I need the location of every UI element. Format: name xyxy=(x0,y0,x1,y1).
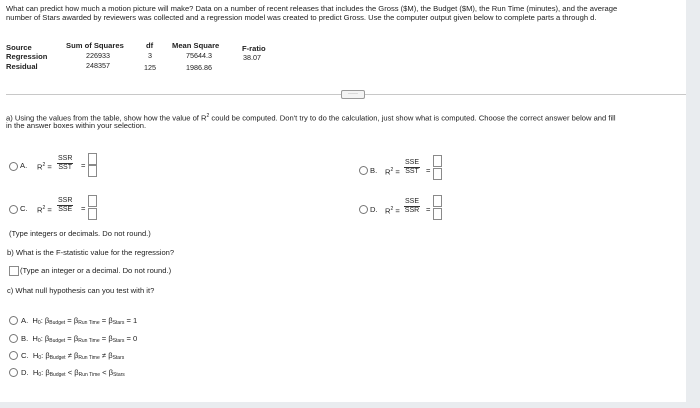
option-d-numerator: SSE xyxy=(405,198,420,205)
hypothesis-b-h: H xyxy=(32,334,38,343)
row-residual-source: Residual xyxy=(6,62,38,71)
intro-line-2: number of Stars awarded by reviewers was collected and a regression model was created to predict Gross. Use the computer output given below to complete parts a through d. xyxy=(6,13,597,23)
hypothesis-c: C. $H_0$: $\beta_{Budget} \ne \beta_{Run Time} \ne \beta_{Stars}$ xyxy=(21,351,125,361)
hypothesis-c-beta-2: β xyxy=(73,351,79,360)
option-a-denominator: SST xyxy=(58,164,73,171)
option-c-answer-box-2[interactable] xyxy=(88,208,97,220)
option-b-sup: 2 xyxy=(390,167,394,173)
hypothesis-c-sub-2: Run Time xyxy=(78,355,100,361)
hypothesis-a-letter: A. xyxy=(21,316,29,325)
option-d-equals: = xyxy=(426,205,431,214)
col-source: Source xyxy=(6,43,32,52)
part-a-text-b: could be computed. Don't try to do the calculation, just show what is computed. Choose the correct answer below and fill xyxy=(209,113,616,123)
hypothesis-a-sub-1: Budget xyxy=(49,320,66,326)
option-a-rsquared: $R^2$ = xyxy=(37,162,52,172)
option-b-answer-box-1[interactable] xyxy=(433,155,442,167)
hypothesis-c-sub-1: Budget xyxy=(49,355,66,361)
hypothesis-d-h: H xyxy=(32,368,39,377)
option-d-denominator: SSR xyxy=(404,207,420,214)
option-a-answer-box-2[interactable] xyxy=(88,165,97,177)
option-c-letter: C. xyxy=(20,204,28,213)
hypothesis-b-op-2: = xyxy=(101,334,107,343)
option-b-fraction xyxy=(404,159,420,176)
row-regression-df: 3 xyxy=(148,51,152,60)
option-a-letter: A. xyxy=(20,161,28,170)
option-d-fraction xyxy=(404,198,420,215)
option-b-rsquared: $R^2$ = xyxy=(385,167,400,177)
hypothesis-b-h-sub: 0 xyxy=(37,338,41,344)
part-a-sup: 2 xyxy=(206,113,210,119)
hypothesis-a-sub-3: Stars xyxy=(112,320,125,326)
hypothesis-b-radio[interactable] xyxy=(9,334,18,343)
hypothesis-a-h-sub: 0 xyxy=(37,320,41,326)
option-c-radio[interactable] xyxy=(9,205,18,214)
option-a-fraction xyxy=(57,155,73,172)
hypothesis-d-sub-1: Budget xyxy=(49,372,66,378)
hypothesis-b-tail: = 0 xyxy=(126,334,138,343)
option-b-equals: = xyxy=(426,166,431,175)
hypothesis-a-h: H xyxy=(32,316,38,325)
option-d-radio[interactable] xyxy=(359,205,368,214)
hypothesis-a-tail: = 1 xyxy=(126,316,138,325)
row-residual-ms: 1986.86 xyxy=(186,63,212,72)
option-b-denominator: SST xyxy=(405,168,419,175)
option-b-letter: B. xyxy=(370,166,378,175)
hypothesis-d-h-sub: 0 xyxy=(38,372,42,378)
row-regression-ss: 226933 xyxy=(86,51,110,60)
option-d-rsquared: $R^2$ = xyxy=(385,206,400,216)
hypothesis-a-sub-2: Run Time xyxy=(78,320,100,326)
option-a-radio[interactable] xyxy=(9,162,18,171)
row-regression-f: 38.07 xyxy=(243,53,261,62)
row-residual-ss: 248357 xyxy=(86,61,110,70)
part-a-text: a) Using the values from the table, show how the value of R xyxy=(6,113,207,123)
hypothesis-d-radio[interactable] xyxy=(9,368,18,377)
hypothesis-a-radio[interactable] xyxy=(9,316,18,325)
hypothesis-d-beta-3: β xyxy=(108,368,114,377)
hypothesis-b: B. $H_0$: $\beta_{Budget} = \beta_{Run Time} = \beta_{Stars} = 0$ xyxy=(21,334,138,344)
row-regression-ms: 75644.3 xyxy=(186,51,212,60)
hypothesis-c-op-1: ≠ xyxy=(67,351,72,360)
option-b-answer-box-2[interactable] xyxy=(433,168,442,180)
part-b-hint: (Type an integer or a decimal. Do not round.) xyxy=(20,266,172,275)
option-a-r: R xyxy=(37,162,43,172)
hypothesis-d-sub-3: Stars xyxy=(113,372,125,378)
row-residual-df: 125 xyxy=(144,63,156,72)
scroll-track[interactable] xyxy=(686,0,700,408)
hypothesis-a-beta-3: β xyxy=(108,316,113,325)
option-d-sup: 2 xyxy=(390,206,394,212)
part-a-question-line-2: in the answer boxes within your selection. xyxy=(6,121,147,130)
hypothesis-c-radio[interactable] xyxy=(9,351,18,360)
col-f-ratio: F-ratio xyxy=(242,44,266,53)
hypothesis-b-sub-3: Stars xyxy=(112,338,125,344)
hypothesis-d-beta-1: β xyxy=(45,368,50,377)
hypothesis-c-h: H xyxy=(32,351,39,360)
option-d-answer-box-1[interactable] xyxy=(433,195,442,207)
hypothesis-b-beta-1: β xyxy=(44,334,50,343)
col-sum-of-squares: Sum of Squares xyxy=(66,41,124,50)
expand-more-button[interactable]: ····· xyxy=(341,90,365,99)
hypothesis-c-beta-3: β xyxy=(108,351,113,360)
part-a-hint: (Type integers or decimals. Do not round.) xyxy=(9,229,151,238)
hypothesis-b-letter: B. xyxy=(21,334,29,343)
option-d-r: R xyxy=(385,206,391,216)
option-c-numerator: SSR xyxy=(58,197,73,204)
hypothesis-d-letter: D. xyxy=(21,368,29,377)
col-df: df xyxy=(146,41,154,50)
option-c-r: R xyxy=(37,205,43,215)
hypothesis-b-beta-2: β xyxy=(73,334,79,343)
option-c-sup: 2 xyxy=(42,205,46,211)
hypothesis-d-op-1: < xyxy=(67,368,73,377)
hypothesis-b-op-1: = xyxy=(67,334,72,343)
part-b-question: b) What is the F-statistic value for the regression? xyxy=(7,248,175,257)
option-a-sup: 2 xyxy=(42,162,46,168)
hypothesis-d: D. $H_0$: $\beta_{Budget} < \beta_{Run Time} < \beta_{Stars}$ xyxy=(21,368,125,378)
hypothesis-d-beta-2: β xyxy=(74,368,79,377)
col-mean-square: Mean Square xyxy=(172,41,220,50)
hypothesis-a-op-2: = xyxy=(101,316,107,325)
option-c-fraction xyxy=(57,197,73,214)
option-a-equals: = xyxy=(81,161,86,170)
hypothesis-c-letter: C. xyxy=(21,351,29,360)
hypothesis-c-op-2: ≠ xyxy=(101,351,107,360)
hypothesis-d-op-2: < xyxy=(102,368,107,377)
hypothesis-b-sub-2: Run Time xyxy=(78,338,100,344)
option-a-numerator: SSR xyxy=(58,155,73,162)
option-b-radio[interactable] xyxy=(359,166,368,175)
option-c-answer-box-1[interactable] xyxy=(88,195,97,207)
option-d-answer-box-2[interactable] xyxy=(433,208,442,220)
f-statistic-answer-box[interactable] xyxy=(9,266,19,276)
bottom-edge xyxy=(0,402,700,408)
hypothesis-b-sub-1: Budget xyxy=(49,338,66,344)
hypothesis-a: A. $H_0$: $\beta_{Budget} = \beta_{Run Time} = \beta_{Stars} = 1$ xyxy=(21,316,138,326)
option-b-numerator: SSE xyxy=(405,159,420,166)
option-c-rsquared: $R^2$ = xyxy=(37,205,52,215)
intro-line-1: What can predict how much a motion picture will make? Data on a number of recent releases that includes the Gross ($M), the Budget ($M), the Run Time (minutes), and the average xyxy=(6,4,618,13)
hypothesis-a-beta-2: β xyxy=(73,316,79,325)
hypothesis-c-h-sub: 0 xyxy=(38,355,42,361)
hypothesis-b-beta-3: β xyxy=(108,334,113,343)
hypothesis-d-sub-2: Run Time xyxy=(78,372,101,378)
hypothesis-a-beta-1: β xyxy=(44,316,50,325)
option-a-answer-box-1[interactable] xyxy=(88,153,97,165)
option-c-denominator: SSE xyxy=(58,206,73,213)
row-regression-source: Regression xyxy=(6,52,48,61)
option-d-letter: D. xyxy=(370,205,378,214)
option-b-r: R xyxy=(385,167,391,177)
hypothesis-c-sub-3: Stars xyxy=(112,355,125,361)
hypothesis-c-beta-1: β xyxy=(45,351,50,360)
problem-intro xyxy=(6,4,696,23)
option-c-equals: = xyxy=(81,204,86,213)
part-c-question: c) What null hypothesis can you test with it? xyxy=(7,286,155,295)
hypothesis-a-op-1: = xyxy=(67,316,72,325)
